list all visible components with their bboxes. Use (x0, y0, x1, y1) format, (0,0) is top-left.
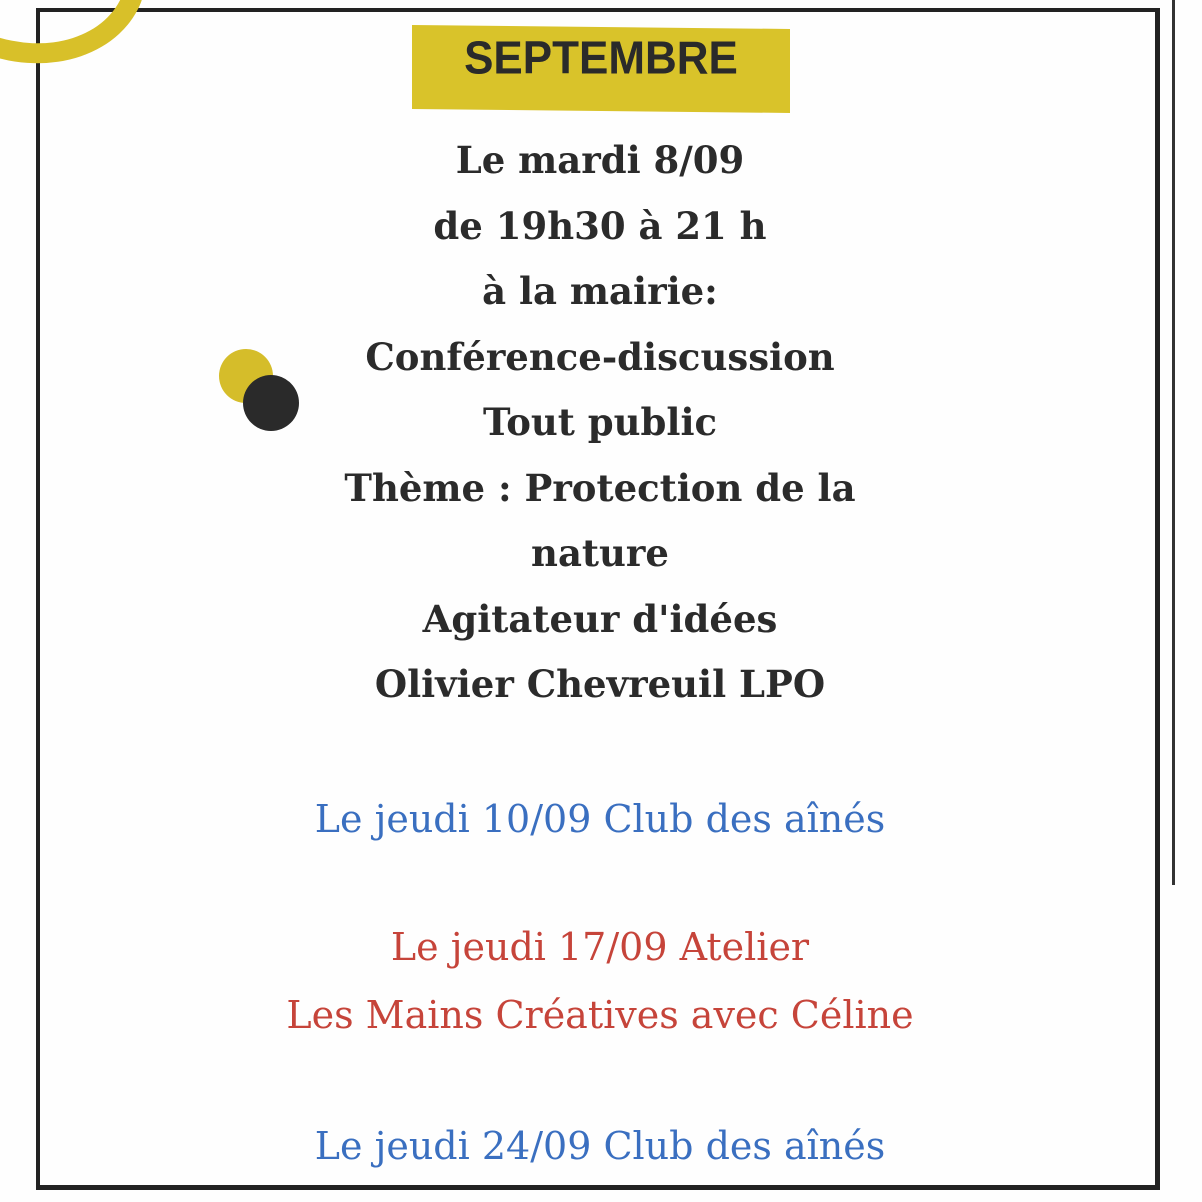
agenda-item-club-10: Le jeudi 10/09 Club des aînés (314, 797, 886, 841)
event-speaker-role: Agitateur d'idées (422, 596, 778, 641)
agenda-item-atelier-17: Le jeudi 17/09 Atelier (390, 925, 810, 969)
event-speaker-name: Olivier Chevreuil LPO (374, 662, 826, 706)
right-edge-line (1172, 0, 1175, 885)
event-type: Conférence-discussion (365, 334, 835, 379)
event-theme: Thème : Protection de la (344, 465, 856, 510)
agenda-item-atelier-17-detail: Les Mains Créatives avec Céline (286, 993, 914, 1037)
event-location: à la mairie: (482, 269, 718, 313)
event-theme-continued: nature (531, 531, 669, 575)
event-date: Le mardi 8/09 (455, 138, 745, 182)
month-title: SEPTEMBRE (464, 32, 738, 85)
event-audience: Tout public (482, 400, 718, 444)
main-event-block (200, 128, 1000, 718)
event-time: de 19h30 à 21 h (433, 203, 767, 248)
agenda-item-club-24: Le jeudi 24/09 Club des aînés (314, 1124, 886, 1168)
